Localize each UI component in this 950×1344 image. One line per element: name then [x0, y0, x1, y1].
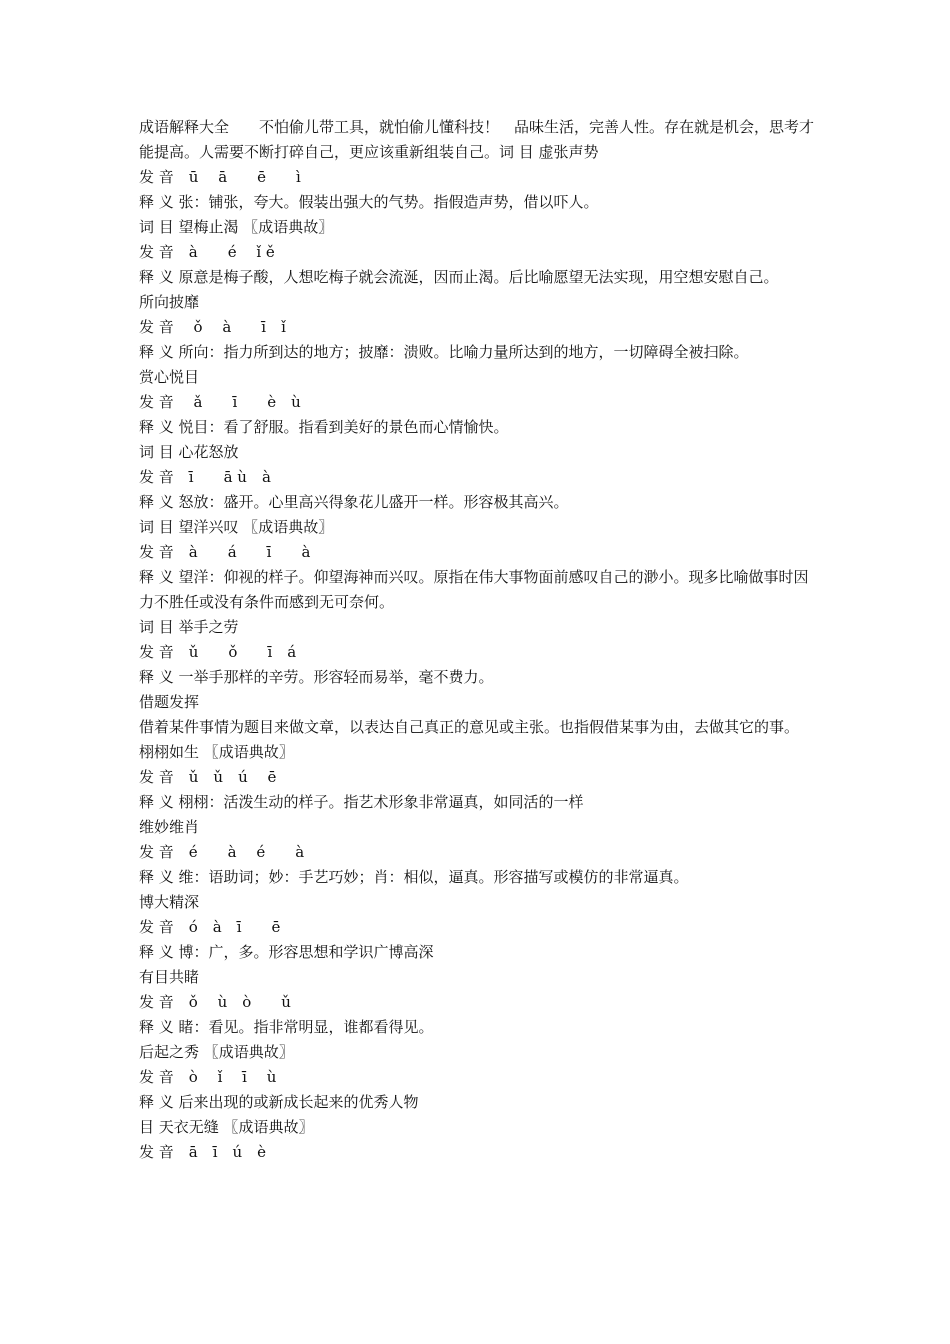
text-line: 发 音 ǒ ù ò ǔ — [139, 993, 291, 1011]
document-body — [139, 115, 815, 1165]
text-line: 栩栩如生 〖成语典故〗 — [139, 743, 294, 761]
text-line: 借着某件事情为题目来做文章，以表达自己真正的意见或主张。也指假借某事为由，去做其它的事。 — [139, 718, 800, 736]
text-line: 释 义 怒放：盛开。心里高兴得象花儿盛开一样。形容极其高兴。 — [139, 493, 569, 511]
text-line: 所向披靡 — [139, 293, 200, 311]
text-line: 释 义 睹：看见。指非常明显，谁都看得见。 — [139, 1018, 434, 1036]
text-line: 释 义 栩栩：活泼生动的样子。指艺术形象非常逼真，如同活的一样 — [139, 793, 584, 811]
text-line: 发 音 é à é à — [139, 843, 305, 861]
text-line: 发 音 ǔ ǔ ú ē — [139, 768, 277, 786]
text-line: 释 义 一举手那样的辛劳。形容轻而易举，毫不费力。 — [139, 668, 494, 686]
text-line: 发 音 à é ǐ ě — [139, 243, 275, 261]
text-line: 发 音 ǔ ǒ ī á — [139, 643, 297, 661]
text-line: 后起之秀 〖成语典故〗 — [139, 1043, 294, 1061]
text-line: 释 义 维：语助词；妙：手艺巧妙；肖：相似，逼真。形容描写或模仿的非常逼真。 — [139, 868, 689, 886]
text-line: 成语解释大全 不怕偷儿带工具，就怕偷儿懂科技！ 品味生活，完善人性。存在就是机会，思考才能提高。人需要不断打碎自己，更应该重新组装自己。词 目 虚张声势 — [139, 118, 815, 161]
text-line: 发 音 ū ā ē ì — [139, 168, 301, 186]
text-line: 发 音 ī ā ù à — [139, 468, 271, 486]
text-line: 博大精深 — [139, 893, 200, 911]
text-line: 目 天衣无缝 〖成语典故〗 — [139, 1118, 314, 1136]
text-line: 释 义 张：铺张，夸大。假装出强大的气势。指假造声势，借以吓人。 — [139, 193, 599, 211]
text-line: 借题发挥 — [139, 693, 200, 711]
text-line: 维妙维肖 — [139, 818, 200, 836]
text-line: 词 目 望梅止渴 〖成语典故〗 — [139, 218, 334, 236]
text-line: 赏心悦目 — [139, 368, 200, 386]
text-line: 发 音 ǎ ī è ù — [139, 393, 301, 411]
text-line: 发 音 ó à ī ē — [139, 918, 281, 936]
text-line: 释 义 悦目：看了舒服。指看到美好的景色而心情愉快。 — [139, 418, 509, 436]
text-line: 释 义 博：广，多。形容思想和学识广博高深 — [139, 943, 434, 961]
text-line: 释 义 原意是梅子酸，人想吃梅子就会流涎，因而止渴。后比喻愿望无法实现，用空想安慰自己。 — [139, 268, 779, 286]
text-line: 释 义 所向：指力所到达的地方；披靡：溃败。比喻力量所达到的地方，一切障碍全被扫除。 — [139, 343, 749, 361]
text-line: 发 音 à á ī à — [139, 543, 311, 561]
text-line: 有目共睹 — [139, 968, 200, 986]
text-line: 发 音 ǒ à ī ǐ — [139, 318, 286, 336]
text-line: 释 义 后来出现的或新成长起来的优秀人物 — [139, 1093, 419, 1111]
text-line: 释 义 望洋：仰视的样子。仰望海神而兴叹。原指在伟大事物面前感叹自己的渺小。现多比喻做事时因力不胜任或没有条件而感到无可奈何。 — [139, 568, 809, 611]
text-line: 发 音 ā ī ú è — [139, 1143, 267, 1161]
text-line: 词 目 举手之劳 — [139, 618, 239, 636]
text-line: 词 目 心花怒放 — [139, 443, 239, 461]
text-line: 发 音 ò ǐ ī ù — [139, 1068, 277, 1086]
text-line: 词 目 望洋兴叹 〖成语典故〗 — [139, 518, 334, 536]
